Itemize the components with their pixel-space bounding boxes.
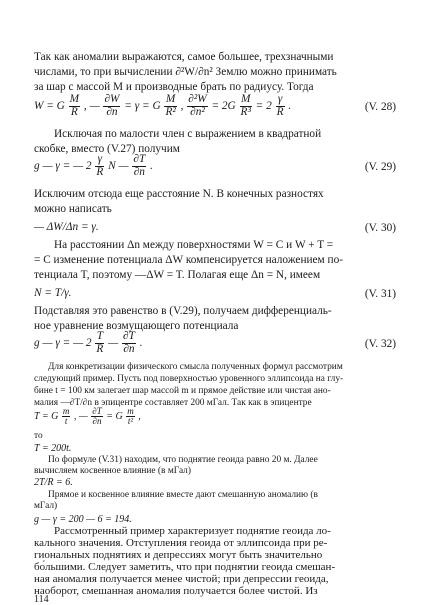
equation-number: (V. 32) [364,338,396,350]
equation-number: (V. 29) [364,161,396,173]
equation-v28: W = G $\frac{M}{R}$ , — $\frac{\partial W}{\partial n}$ = γ = G $\frac{M}{\text{R²}}$ , $\frac{\text{∂²W}}{\text{∂n²}}$ = 2G $\frac{M}{\text{R³}}$ = 2 $\frac{\gamma}{R}$ . [34,93,292,118]
text-line: малия —∂T/∂n в эпицентре составляет 200 мГал. Так как в эпицентре [34,398,312,408]
text-line: числами, то при вычислении ∂²W/∂n² Землю можно принимать [34,66,337,78]
equation-number: (V. 28) [364,101,396,113]
text-line: На расстоянии Δn между поверхностями W = C и W + T = [54,239,334,251]
equation-mixed: g — γ = 200 — 6 = 194. [34,514,132,525]
text-line: Подставляя это равенство в (V.29), получаем дифференциаль- [34,305,332,317]
text-line: гиональных поднятиях и депрессиях могут быть значительно [34,549,323,561]
text-line: следующий пример. Пусть под поверхностью уровенного эллипсоида на глу- [34,374,344,384]
equation-v30: — ΔW/Δn = γ. [34,221,99,233]
text-line: кального значения. Отступления геоида от эллипсоида при ре- [34,537,328,549]
text-line: скобке, вместо (V.27) получим [34,143,180,155]
equation-v31: N = T/γ. [34,287,72,299]
text-line: = C изменение потенциала ΔW компенсируется наложением по- [34,254,343,266]
text-line: то [34,431,43,441]
text-line: Прямое и косвенное влияние вместе дают смешанную аномалию (в [48,490,318,500]
text-line: ная аномалия получается менее чистой; при депрессии геоида, [34,573,329,585]
text-line: Для конкретизации физического смысла полученных формул рассмотрим [48,362,343,372]
equation-t: T = 200t. [34,443,72,454]
text-line: можно написать [34,203,112,215]
text-line: бо́льшими. Следует заметить, что при поднятии геоида смешан- [34,561,336,573]
equation-number: (V. 30) [364,222,396,234]
equation-v29: g — γ = — 2 $\frac{\gamma}{R}$ N — $\frac{\partial T}{\partial n}$ . [34,153,153,178]
equation-ratio: 2T/R = 6. [34,477,73,488]
text-line: наоборот, смешанная аномалия получается более чистой. Из [34,585,318,597]
text-line: мГал) [34,501,58,511]
equation-v32: g — γ = — 2 $\frac{T}{R}$ — $\frac{\partial T}{\partial n}$ . [34,330,143,355]
equation-number: (V. 31) [364,288,396,300]
page-number: 114 [34,594,49,605]
text-line: вычисляем косвенное влияние (в мГал) [34,466,191,476]
text-line: ное уравнение возмущающего потенциала [34,320,239,332]
text-line: По формуле (V.31) находим, что поднятие геоида равно 20 м. Далее [48,455,318,465]
equation-epicenter: T = G $\frac{m}{t}$ , — $\frac{\partial T}{\partial n}$ = G $\frac{m}{\text{t²}}$ , [34,406,141,427]
text-line: Рассмотренный пример характеризует поднятие геоида ло- [54,525,331,537]
text-line: бине t = 100 км залегает шар массой m и прямое действие или чистая ано- [34,386,331,396]
text-line: Исключим отсюда еще расстояние N. В конечных разностях [34,188,324,200]
text-line: тенциала T, поэтому —ΔW = T. Полагая еще Δn = N, имеем [34,269,321,281]
text-line: за шар с массой M и производные брать по радиусу. Тогда [34,81,314,93]
text-line: Так как аномалии выражаются, самое большее, трехзначными [34,51,334,63]
text-line: Исключая по малости член с выражением в квадратной [54,128,322,140]
